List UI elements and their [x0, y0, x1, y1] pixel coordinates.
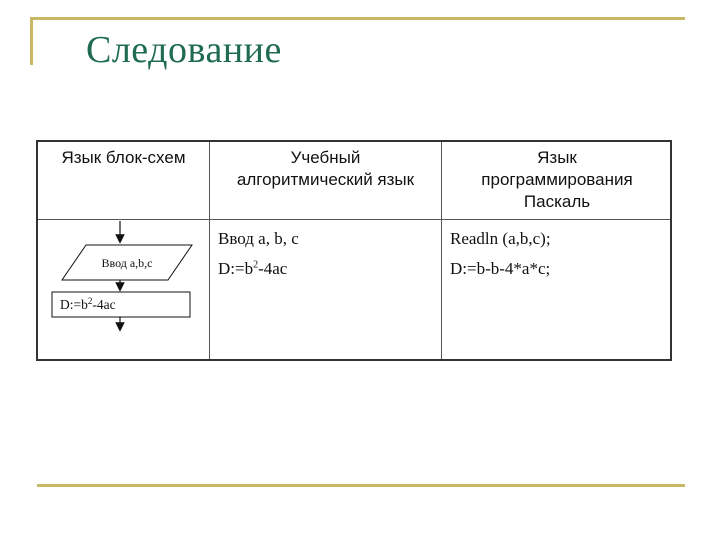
- header-col1-text: Язык блок-схем: [61, 148, 186, 167]
- algo-line-1: Ввод a, b, c: [218, 229, 299, 248]
- pascal-code: [450, 224, 551, 284]
- header-col2-line2: алгоритмический язык: [236, 170, 415, 189]
- header-col3-line3: Паскаль: [523, 192, 591, 211]
- process-block-label: $D:=b^2-4ac$: [60, 296, 116, 312]
- flowchart-diagram: [38, 219, 209, 361]
- slide-title: Следование: [86, 29, 282, 71]
- input-block-label: Ввод a,b,c: [101, 256, 153, 270]
- header-flowchart-language: [38, 147, 209, 169]
- pascal-line-1: Readln (a,b,c);: [450, 229, 551, 248]
- header-col3-line1: Язык: [537, 148, 577, 167]
- comparison-table: [36, 140, 672, 361]
- header-algorithmic-language: [210, 147, 441, 191]
- header-col2-line1: Учебный: [290, 148, 361, 167]
- decorative-frame-bottom-line: [37, 484, 685, 487]
- header-pascal-language: [442, 147, 672, 213]
- algo-line-2: $D:=b^2-4ac$: [218, 259, 288, 278]
- pascal-line-2: D:=b-b-4*a*c;: [450, 259, 551, 278]
- decorative-frame-left-line: [30, 17, 33, 65]
- algo-code: [218, 224, 299, 284]
- header-col3-line2: программирования: [481, 170, 633, 189]
- decorative-frame-top-line: [30, 17, 685, 20]
